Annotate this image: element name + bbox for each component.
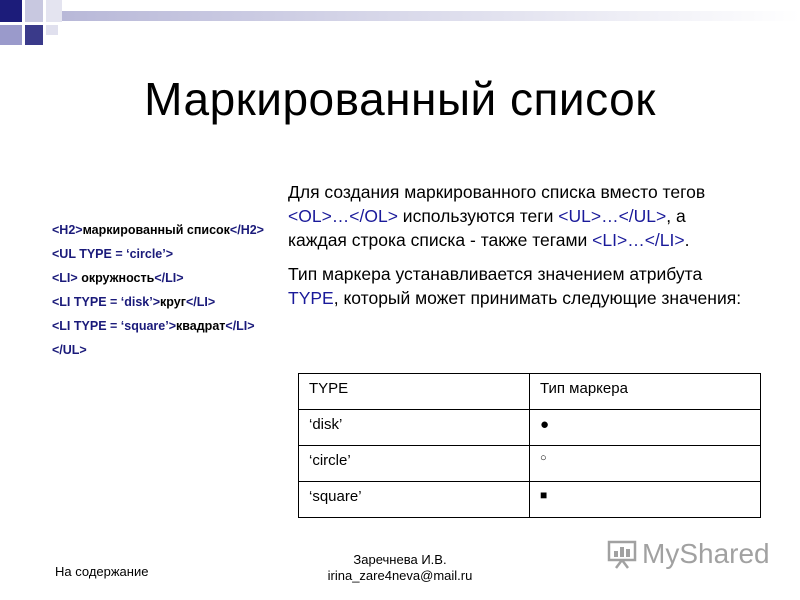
table-cell: ‘square’ — [299, 482, 530, 518]
code-line: <H2>маркированный список</H2> — [52, 223, 264, 237]
table-cell: ○ — [530, 446, 761, 482]
author-email: irina_zare4neva@mail.ru — [327, 568, 473, 583]
table-row — [299, 482, 761, 518]
table-row — [299, 446, 761, 482]
decorative-header-squares — [0, 0, 800, 60]
description-paragraph: Для создания маркированного списка вместо тегов <OL>…</OL> используются теги <UL>…</UL>, а каждая строка списка - также тегами <LI>…</LI>. — [288, 182, 706, 250]
html-code-example — [52, 222, 282, 366]
presentation-board-icon — [606, 538, 638, 570]
table-cell: ‘circle’ — [299, 446, 530, 482]
table-cell: ■ — [530, 482, 761, 518]
logo-text: MyShared — [642, 538, 770, 569]
author-name: Заречнева И.В. — [353, 552, 447, 567]
marker-types-table — [298, 373, 761, 518]
table-of-contents-link[interactable]: На содержание — [55, 564, 149, 579]
code-line: <UL TYPE = ‘circle’> — [52, 247, 174, 261]
table-header-row — [299, 374, 761, 410]
table-cell: ● — [530, 410, 761, 446]
description-text — [288, 180, 748, 320]
slide-title: Маркированный список — [144, 73, 656, 125]
table-row — [299, 410, 761, 446]
table-cell: ‘disk’ — [299, 410, 530, 446]
table-header-cell: Тип маркера — [530, 374, 761, 410]
code-line: <LI> окружность</LI> — [52, 271, 184, 285]
myshared-logo — [606, 538, 770, 570]
author-info — [300, 552, 500, 584]
code-line: <LI TYPE = ‘disk’>круг</LI> — [52, 295, 216, 309]
table-header-cell: TYPE — [299, 374, 530, 410]
description-paragraph: Тип маркера устанавливается значением атрибута TYPE, который может принимать следующие значения: — [288, 264, 742, 308]
code-line: <LI TYPE = ‘square’>квадрат</LI> — [52, 319, 255, 333]
code-line: </UL> — [52, 343, 87, 357]
